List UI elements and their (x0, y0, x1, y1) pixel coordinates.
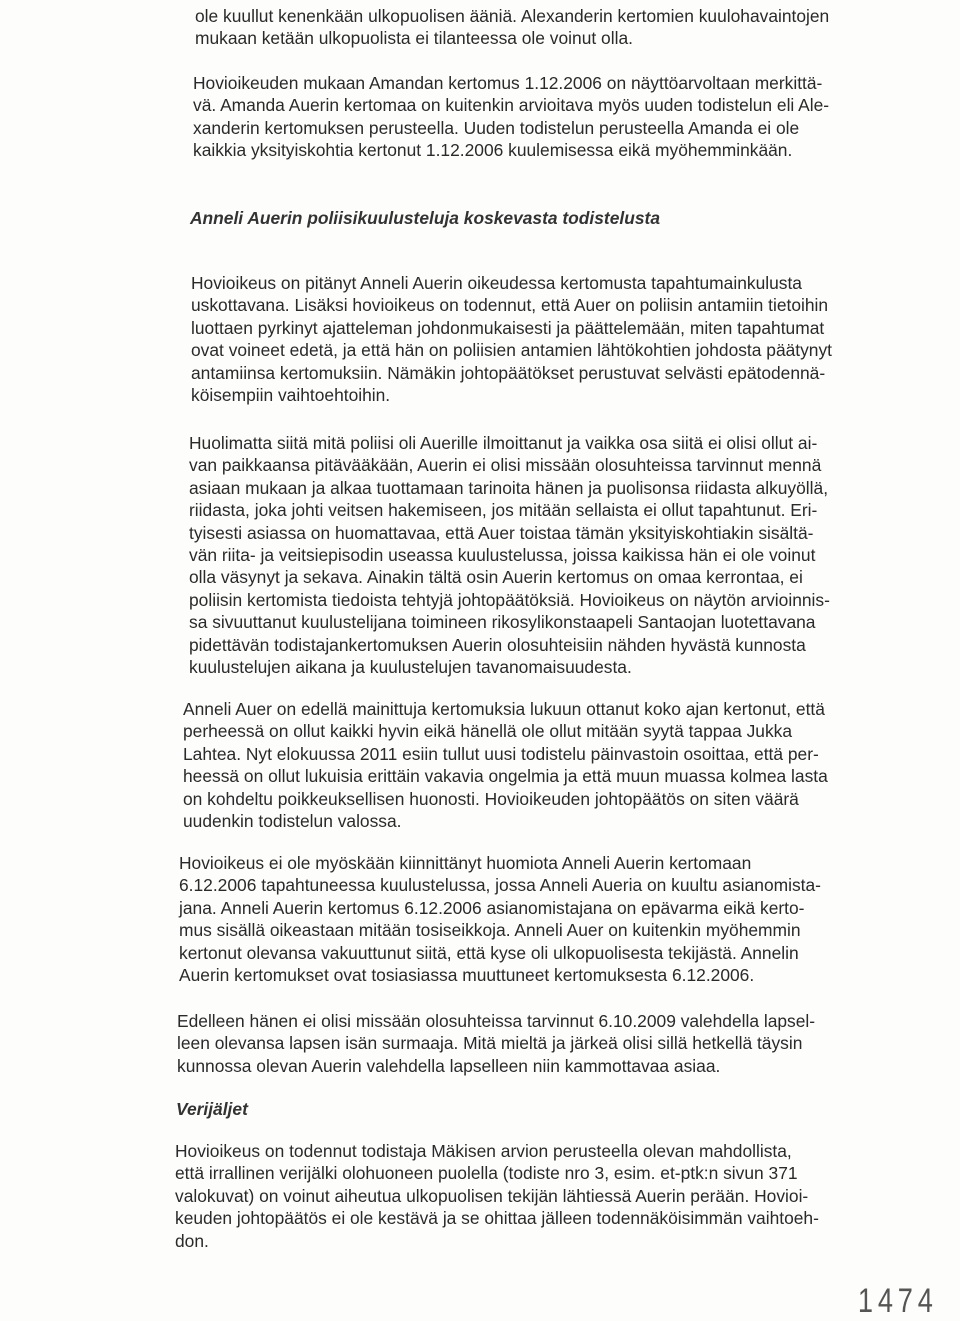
text-line: mukaan ketään ulkopuolista ei tilanteessa ole voinut olla. (195, 28, 633, 49)
paragraph-7 (175, 1140, 819, 1252)
paragraph-3 (189, 432, 830, 678)
text-line: kunnossa olevan Auerin valehdella lapselleen niin kammottavaa asiaa. (177, 1055, 721, 1076)
text-line: Huolimatta siitä mitä poliisi oli Auerille ilmoittanut ja vaikka osa siitä ei olisi ollut ai- (189, 433, 818, 453)
text-line: leen olevansa lapsen isän surmaaja. Mitä mieltä ja järkeä olisi sillä hetkellä täysin (177, 1033, 803, 1054)
text-line: kaikkia yksityiskohtia kertonut 1.12.2006 kuulemisessa eikä myöhemminkään. (193, 140, 793, 161)
text-line: on kohdeltu poikkeuksellisen huonosti. Hovioikeuden johtopäätös on siten väärä (183, 788, 799, 809)
text-line: Lahtea. Nyt elokuussa 2011 esiin tullut uusi todistelu päinvastoin osoittaa, että per- (183, 743, 819, 764)
paragraph-2 (191, 272, 832, 406)
text-line: riidasta, joka johti veitsen hakemiseen, jos mitään sellaista ei ollut tapahtunut. Eri- (189, 500, 818, 521)
text-line: pidettävän todistajankertomuksen Auerin olosuhteisiin nähden hyvästä kunnosta (189, 634, 806, 655)
text-line: poliisin kertomista tiedoista tehtyjä johtopäätöksiä. Hovioikeus on näytön arvioinnis- (189, 589, 830, 610)
section-heading-police-interrogations: Anneli Auerin poliisikuulusteluja koskevasta todistelusta (190, 208, 660, 228)
text-line: antamiinsa kertomuksiin. Nämäkin johtopäätökset perustuvat selvästi epätodennä- (191, 362, 826, 383)
paragraph-5 (179, 852, 821, 986)
text-line: Hovioikeus ei ole myöskään kiinnittänyt huomiota Anneli Auerin kertomaan (179, 853, 752, 873)
text-line: Auerin kertomukset ovat tosiasiassa muuttuneet kertomuksesta 6.12.2006. (179, 965, 755, 986)
paragraph-4 (183, 698, 828, 832)
text-line: vä. Amanda Auerin kertomaa on kuitenkin arvioitava myös uuden todistelun eli Ale- (193, 95, 830, 116)
text-line: jana. Anneli Auerin kertomus 6.12.2006 asianomistajana on epävarma eikä kerto- (179, 897, 805, 918)
text-line: 6.12.2006 tapahtuneessa kuulustelussa, jossa Anneli Aueria on kuultu asianomista- (179, 875, 821, 896)
text-line: xanderin kertomuksen perusteella. Uuden todistelun perusteella Amanda ei ole (193, 117, 800, 138)
text-line: sa sivuuttanut kuulustelijana toimineen rikosylikonstaapeli Santaojan luotettavana (189, 612, 816, 633)
text-line: olla väsynyt ja sekava. Ainakin tältä osin Auerin kertomus on omaa kerrontaa, ei (189, 567, 803, 588)
text-line: don. (175, 1230, 209, 1251)
text-line: ovat voineet edetä, ja että hän on poliisien antamien lähtökohtien johdosta päätynyt (191, 340, 833, 361)
text-line: mus sisällä oikeastaan mitään tosiseikkoja. Anneli Auer on kuitenkin myöhemmin (179, 920, 801, 941)
text-line: tyisesti asiassa on huomattavaa, että Auer toistaa tämän yksityiskohtiakin sisältä- (189, 522, 814, 543)
text-line: Edelleen hänen ei olisi missään olosuhteissa tarvinnut 6.10.2009 valehdella lapsel- (177, 1011, 816, 1031)
text-line: uskottavana. Lisäksi hovioikeus on todennut, että Auer on poliisin antamiin tietoihin (191, 295, 829, 316)
text-line: heessä on ollut lukuisia erittäin vakavia ongelmia ja että muun muassa kolmea lasta (183, 766, 828, 787)
text-line: perheessä on ollut kaikki hyvin eikä hänellä ole ollut mitään syytä tappaa Jukka (183, 721, 793, 742)
text-line: ole kuullut kenenkään ulkopuolisen ääniä. Alexanderin kertomien kuulohavaintojen (195, 6, 830, 26)
text-line: asiaan mukaan ja alkaa tuottamaan tarinoita hänen ja puolisonsa riidasta alkuyöllä, (189, 477, 829, 498)
text-line: Hovioikeus on pitänyt Anneli Auerin oikeudessa kertomusta tapahtumainkulusta (191, 273, 802, 293)
paragraph-0 (195, 5, 829, 50)
text-line: vän riita- ja veitsiepisodin useassa kuulustelussa, joissa kaikissa hän ei ole voinut (189, 545, 816, 566)
paragraph-6 (177, 1010, 815, 1077)
text-line: että irrallinen verijälki olohuoneen puolella (todiste nro 3, esim. et-ptk:n sivun 371 (175, 1163, 798, 1184)
text-line: valokuvat) on voinut aiheutua ulkopuolisen tekijän lähtiessä Auerin perään. Hovioi- (175, 1185, 809, 1206)
text-line: Hovioikeuden mukaan Amandan kertomus 1.12.2006 on näyttöarvoltaan merkittä- (193, 73, 823, 93)
text-line: köisempiin vaihtoehtoihin. (191, 385, 391, 406)
text-line: luottaen pyrkinyt ajatteleman johdonmukaisesti ja päättelemään, miten tapahtumat (191, 317, 825, 338)
text-line: keuden johtopäätös ei ole kestävä ja se ohittaa jälleen todennäköisimmän vaihtoeh- (175, 1208, 819, 1229)
paragraph-1 (193, 72, 829, 162)
text-line: Anneli Auer on edellä mainittuja kertomuksia lukuun ottanut koko ajan kertonut, että (183, 699, 825, 719)
text-line: van paikkaansa pitävääkään, Auerin ei olisi missään olosuhteissa tarvinnut mennä (189, 455, 822, 476)
page-number: 1474 (858, 1282, 938, 1320)
text-line: Hovioikeus on todennut todistaja Mäkisen arvion perusteella olevan mahdollista, (175, 1141, 792, 1161)
text-line: kuulustelujen aikana ja kuulustelujen tavanomaisuudesta. (189, 657, 632, 678)
section-heading-blood-traces: Verijäljet (176, 1099, 248, 1119)
text-line: uudenkin todistelun valossa. (183, 811, 402, 832)
text-line: kertonut olevansa vakuuttunut siitä, että kyse oli ulkopuolisesta tekijästä. Annelin (179, 942, 799, 963)
